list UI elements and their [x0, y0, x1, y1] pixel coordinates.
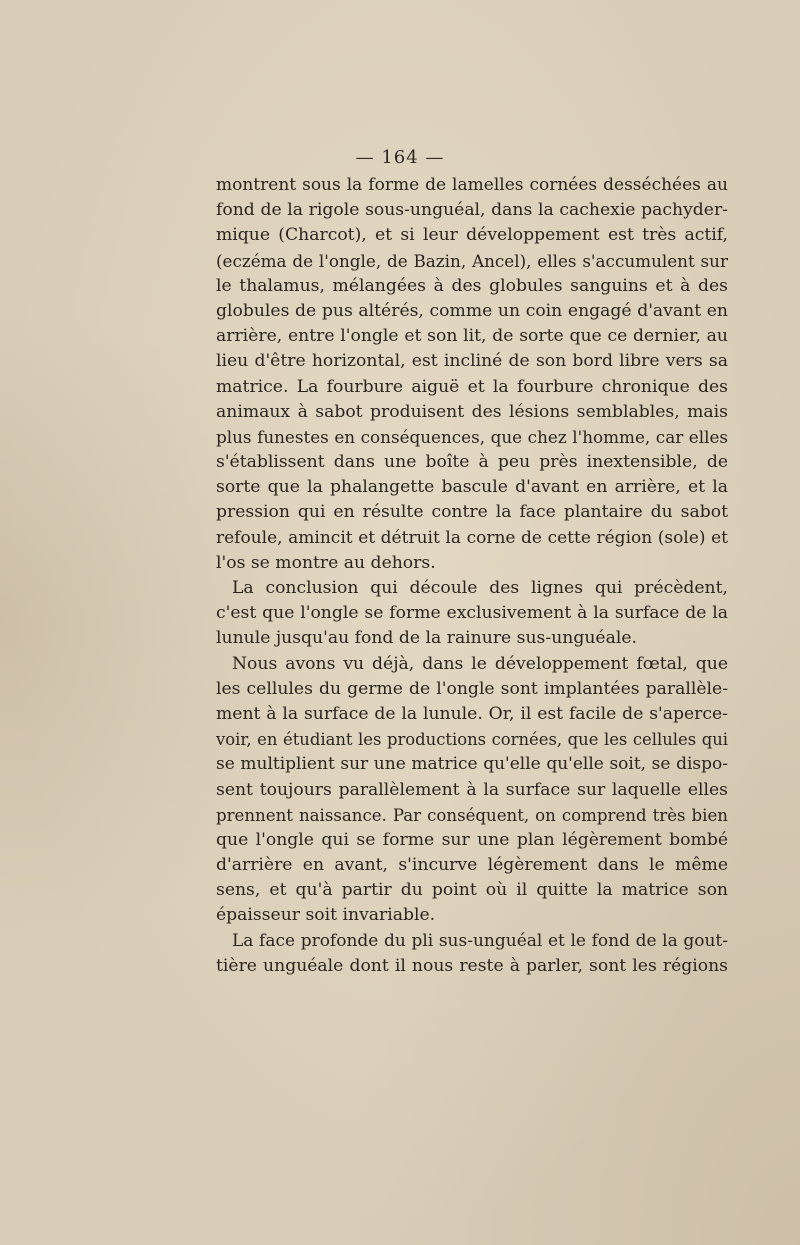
text-line: épaisseur soit invariable.	[216, 905, 436, 926]
text-line: prennent naissance. Par conséquent, on comprend très bien	[216, 805, 728, 825]
text-line: montrent sous la forme de lamelles cornées desséchées au	[216, 175, 728, 195]
text-line: plus funestes en conséquences, que chez l'homme, car elles	[216, 426, 728, 447]
text-line: globules de pus altérés, comme un coin engagé d'avant en	[216, 300, 728, 321]
text-line: sens, et qu'à partir du point où il quitte la matrice son	[216, 880, 728, 901]
text-line: lunule jusqu'au fond de la rainure sus-unguéale.	[216, 628, 637, 649]
text-line: animaux à sabot produisent des lésions semblables, mais	[216, 401, 728, 422]
text-line: les cellules du germe de l'ongle sont implantées parallèle-	[216, 678, 728, 699]
text-line: sorte que la phalangette bascule d'avant en arrière, et la	[216, 477, 728, 498]
text-line: sent toujours parallèlement à la surface sur laquelle elles	[216, 779, 728, 800]
text-line: le thalamus, mélangées à des globules sanguins et à des	[216, 275, 728, 296]
text-line: d'arrière en avant, s'incurve légèrement dans le même	[216, 855, 728, 876]
text-line: arrière, entre l'ongle et son lit, de sorte que ce dernier, au	[216, 326, 728, 347]
text-line: matrice. La fourbure aiguë et la fourbure chronique des	[216, 376, 728, 397]
text-line: lieu d'être horizontal, est incliné de son bord libre vers sa	[216, 351, 728, 372]
text-line: se multiplient sur une matrice qu'elle qu'elle soit, se dispo-	[216, 754, 728, 775]
text-line: que l'ongle qui se forme sur une plan légèrement bombé	[216, 829, 728, 850]
text-line: pression qui en résulte contre la face plantaire du sabot	[216, 502, 728, 523]
text-line: La face profonde du pli sus-unguéal et le fond de la gout-	[232, 930, 728, 951]
text-line: fond de la rigole sous-unguéal, dans la cachexie pachyder-	[216, 200, 728, 221]
paragraph	[216, 576, 728, 652]
paragraph	[216, 652, 728, 929]
text-line: c'est que l'ongle se forme exclusivement à la surface de la	[216, 603, 728, 624]
text-line: Nous avons vu déjà, dans le développement fœtal, que	[232, 653, 728, 674]
paragraph	[216, 929, 728, 979]
text-line: refoule, amincit et détruit la corne de cette région (sole) et	[216, 527, 728, 548]
text-line: (eczéma de l'ongle, de Bazin, Ancel), elles s'accumulent sur	[216, 250, 728, 271]
text-line: ment à la surface de la lunule. Or, il est facile de s'aperce-	[216, 703, 728, 724]
paragraph	[216, 173, 728, 576]
page-number: — 164 —	[355, 147, 445, 168]
text-line: mique (Charcot), et si leur développement est très actif,	[216, 225, 728, 246]
text-line: voir, en étudiant les productions cornées, que les cellules qui	[216, 730, 728, 750]
text-line: La conclusion qui découle des lignes qui précèdent,	[232, 578, 728, 598]
text-line: l'os se montre au dehors.	[216, 552, 436, 573]
body-text	[216, 173, 728, 979]
text-line: s'établissent dans une boîte à peu près inextensible, de	[216, 452, 728, 473]
text-line: tière unguéale dont il nous reste à parler, sont les régions	[216, 955, 728, 976]
